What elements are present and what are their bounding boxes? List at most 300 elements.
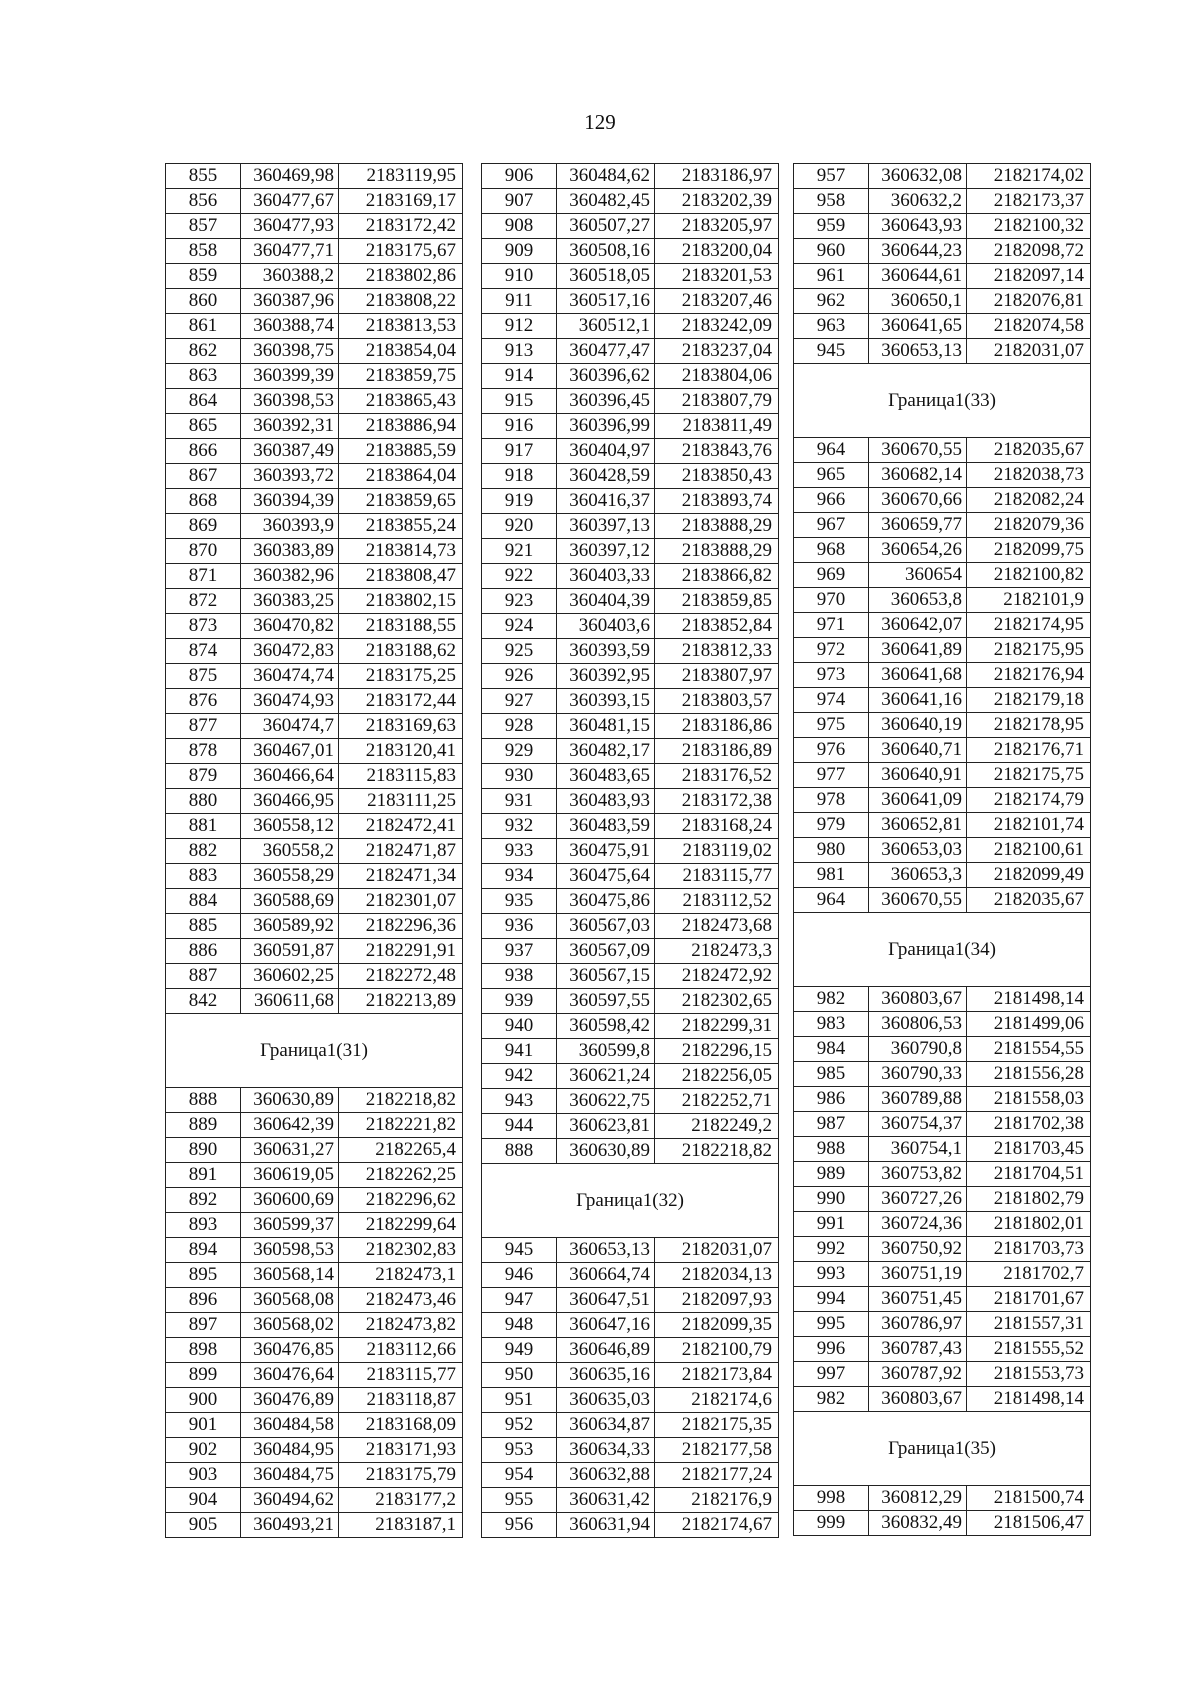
y-coordinate: 2183802,86 (339, 264, 463, 289)
y-coordinate: 2182038,73 (967, 463, 1091, 488)
table-row (482, 1039, 779, 1064)
point-number: 958 (794, 189, 869, 214)
y-coordinate: 2181802,79 (967, 1187, 1091, 1212)
point-number: 974 (794, 688, 869, 713)
x-coordinate: 360653,3 (869, 863, 967, 888)
point-number: 971 (794, 613, 869, 638)
x-coordinate: 360399,39 (241, 364, 339, 389)
y-coordinate: 2183864,04 (339, 464, 463, 489)
point-number: 918 (482, 464, 557, 489)
y-coordinate: 2182174,67 (655, 1513, 779, 1538)
y-coordinate: 2183865,43 (339, 389, 463, 414)
y-coordinate: 2181703,73 (967, 1237, 1091, 1262)
y-coordinate: 2182177,24 (655, 1463, 779, 1488)
point-number: 978 (794, 788, 869, 813)
x-coordinate: 360494,62 (241, 1488, 339, 1513)
point-number: 950 (482, 1363, 557, 1388)
y-coordinate: 2182473,68 (655, 914, 779, 939)
y-coordinate: 2182173,37 (967, 189, 1091, 214)
table-row (166, 564, 463, 589)
point-number: 892 (166, 1188, 241, 1213)
table-row (482, 414, 779, 439)
x-coordinate: 360568,02 (241, 1313, 339, 1338)
x-coordinate: 360644,23 (869, 239, 967, 264)
x-coordinate: 360611,68 (241, 989, 339, 1014)
point-number: 910 (482, 264, 557, 289)
table-row (482, 639, 779, 664)
table-row (166, 839, 463, 864)
table-row (166, 1188, 463, 1213)
point-number: 943 (482, 1089, 557, 1114)
x-coordinate: 360416,37 (557, 489, 655, 514)
point-number: 996 (794, 1337, 869, 1362)
x-coordinate: 360652,81 (869, 813, 967, 838)
x-coordinate: 360597,55 (557, 989, 655, 1014)
table-row (166, 964, 463, 989)
table-row (482, 989, 779, 1014)
y-coordinate: 2182177,58 (655, 1438, 779, 1463)
x-coordinate: 360724,36 (869, 1212, 967, 1237)
point-number: 947 (482, 1288, 557, 1313)
y-coordinate: 2183188,62 (339, 639, 463, 664)
x-coordinate: 360568,14 (241, 1263, 339, 1288)
y-coordinate: 2183859,75 (339, 364, 463, 389)
point-number: 925 (482, 639, 557, 664)
y-coordinate: 2182256,05 (655, 1064, 779, 1089)
table-row (482, 739, 779, 764)
point-number: 927 (482, 689, 557, 714)
point-number: 985 (794, 1062, 869, 1087)
y-coordinate: 2181498,14 (967, 987, 1091, 1012)
coordinates-column-1 (165, 163, 463, 1538)
point-number: 936 (482, 914, 557, 939)
point-number: 885 (166, 914, 241, 939)
point-number: 874 (166, 639, 241, 664)
y-coordinate: 2181702,38 (967, 1112, 1091, 1137)
point-number: 920 (482, 514, 557, 539)
y-coordinate: 2182035,67 (967, 438, 1091, 463)
table-row (794, 538, 1091, 563)
x-coordinate: 360483,59 (557, 814, 655, 839)
y-coordinate: 2183205,97 (655, 214, 779, 239)
point-number: 933 (482, 839, 557, 864)
point-number: 887 (166, 964, 241, 989)
x-coordinate: 360591,87 (241, 939, 339, 964)
x-coordinate: 360517,16 (557, 289, 655, 314)
point-number: 984 (794, 1037, 869, 1062)
table-row (794, 488, 1091, 513)
y-coordinate: 2183119,95 (339, 164, 463, 189)
point-number: 911 (482, 289, 557, 314)
table-row (794, 513, 1091, 538)
x-coordinate: 360751,45 (869, 1287, 967, 1312)
x-coordinate: 360599,37 (241, 1213, 339, 1238)
x-coordinate: 360470,82 (241, 614, 339, 639)
y-coordinate: 2182296,62 (339, 1188, 463, 1213)
table-row (794, 1087, 1091, 1112)
x-coordinate: 360558,12 (241, 814, 339, 839)
table-row (166, 464, 463, 489)
table-row (482, 1139, 779, 1164)
y-coordinate: 2183168,09 (339, 1413, 463, 1438)
point-number: 940 (482, 1014, 557, 1039)
y-coordinate: 2182471,87 (339, 839, 463, 864)
y-coordinate: 2181703,45 (967, 1137, 1091, 1162)
x-coordinate: 360428,59 (557, 464, 655, 489)
coordinates-table-1 (165, 163, 463, 1538)
x-coordinate: 360388,74 (241, 314, 339, 339)
table-row (166, 264, 463, 289)
table-row (482, 1463, 779, 1488)
y-coordinate: 2182174,6 (655, 1388, 779, 1413)
point-number: 875 (166, 664, 241, 689)
y-coordinate: 2182272,48 (339, 964, 463, 989)
x-coordinate: 360789,88 (869, 1087, 967, 1112)
point-number: 970 (794, 588, 869, 613)
y-coordinate: 2183888,29 (655, 539, 779, 564)
point-number: 908 (482, 214, 557, 239)
table-row (482, 1438, 779, 1463)
point-number: 979 (794, 813, 869, 838)
x-coordinate: 360653,8 (869, 588, 967, 613)
table-row (794, 863, 1091, 888)
y-coordinate: 2183814,73 (339, 539, 463, 564)
table-row (482, 1313, 779, 1338)
x-coordinate: 360630,89 (241, 1088, 339, 1113)
point-number: 968 (794, 538, 869, 563)
table-row (794, 613, 1091, 638)
point-number: 952 (482, 1413, 557, 1438)
table-row (794, 339, 1091, 364)
x-coordinate: 360654,26 (869, 538, 967, 563)
x-coordinate: 360477,47 (557, 339, 655, 364)
x-coordinate: 360482,45 (557, 189, 655, 214)
y-coordinate: 2181499,06 (967, 1012, 1091, 1037)
y-coordinate: 2182176,71 (967, 738, 1091, 763)
y-coordinate: 2183804,06 (655, 364, 779, 389)
x-coordinate: 360469,98 (241, 164, 339, 189)
table-row (482, 489, 779, 514)
table-row (166, 1113, 463, 1138)
y-coordinate: 2182471,34 (339, 864, 463, 889)
x-coordinate: 360398,75 (241, 339, 339, 364)
x-coordinate: 360803,67 (869, 987, 967, 1012)
x-coordinate: 360832,49 (869, 1511, 967, 1536)
y-coordinate: 2183852,84 (655, 614, 779, 639)
y-coordinate: 2183112,66 (339, 1338, 463, 1363)
point-number: 890 (166, 1138, 241, 1163)
point-number: 902 (166, 1438, 241, 1463)
y-coordinate: 2183186,86 (655, 714, 779, 739)
point-number: 922 (482, 564, 557, 589)
x-coordinate: 360621,24 (557, 1064, 655, 1089)
y-coordinate: 2182265,4 (339, 1138, 463, 1163)
x-coordinate: 360643,93 (869, 214, 967, 239)
point-number: 888 (482, 1139, 557, 1164)
point-number: 983 (794, 1012, 869, 1037)
point-number: 919 (482, 489, 557, 514)
point-number: 999 (794, 1511, 869, 1536)
table-row (482, 1488, 779, 1513)
x-coordinate: 360790,8 (869, 1037, 967, 1062)
x-coordinate: 360664,74 (557, 1263, 655, 1288)
point-number: 869 (166, 514, 241, 539)
y-coordinate: 2183112,52 (655, 889, 779, 914)
x-coordinate: 360568,08 (241, 1288, 339, 1313)
x-coordinate: 360589,92 (241, 914, 339, 939)
point-number: 880 (166, 789, 241, 814)
table-row (482, 239, 779, 264)
y-coordinate: 2182213,89 (339, 989, 463, 1014)
y-coordinate: 2182097,93 (655, 1288, 779, 1313)
table-row (482, 664, 779, 689)
table-row (166, 314, 463, 339)
x-coordinate: 360630,89 (557, 1139, 655, 1164)
table-row (166, 739, 463, 764)
point-number: 897 (166, 1313, 241, 1338)
x-coordinate: 360477,93 (241, 214, 339, 239)
point-number: 917 (482, 439, 557, 464)
y-coordinate: 2181498,14 (967, 1387, 1091, 1412)
y-coordinate: 2182074,58 (967, 314, 1091, 339)
point-number: 934 (482, 864, 557, 889)
table-row (794, 1287, 1091, 1312)
point-number: 954 (482, 1463, 557, 1488)
point-number: 884 (166, 889, 241, 914)
y-coordinate: 2182097,14 (967, 264, 1091, 289)
x-coordinate: 360754,37 (869, 1112, 967, 1137)
table-row (166, 1463, 463, 1488)
point-number: 962 (794, 289, 869, 314)
x-coordinate: 360484,62 (557, 164, 655, 189)
point-number: 842 (166, 989, 241, 1014)
table-row (482, 164, 779, 189)
x-coordinate: 360476,85 (241, 1338, 339, 1363)
y-coordinate: 2182299,64 (339, 1213, 463, 1238)
table-row (482, 1064, 779, 1089)
point-number: 966 (794, 488, 869, 513)
point-number: 988 (794, 1137, 869, 1162)
x-coordinate: 360392,95 (557, 664, 655, 689)
x-coordinate: 360806,53 (869, 1012, 967, 1037)
table-row (482, 1413, 779, 1438)
x-coordinate: 360393,59 (557, 639, 655, 664)
x-coordinate: 360653,13 (557, 1238, 655, 1263)
y-coordinate: 2182099,75 (967, 538, 1091, 563)
x-coordinate: 360640,19 (869, 713, 967, 738)
y-coordinate: 2183171,93 (339, 1438, 463, 1463)
boundary-header-row (166, 1014, 463, 1088)
x-coordinate: 360632,2 (869, 189, 967, 214)
table-row (794, 888, 1091, 913)
x-coordinate: 360588,69 (241, 889, 339, 914)
page-number: 129 (584, 110, 616, 134)
table-row (794, 289, 1091, 314)
y-coordinate: 2182175,35 (655, 1413, 779, 1438)
point-number: 870 (166, 539, 241, 564)
y-coordinate: 2183854,04 (339, 339, 463, 364)
point-number: 957 (794, 164, 869, 189)
point-number: 871 (166, 564, 241, 589)
y-coordinate: 2182175,95 (967, 638, 1091, 663)
table-row (166, 1313, 463, 1338)
y-coordinate: 2183115,77 (655, 864, 779, 889)
table-row (166, 764, 463, 789)
point-number: 893 (166, 1213, 241, 1238)
y-coordinate: 2183172,38 (655, 789, 779, 814)
point-number: 877 (166, 714, 241, 739)
x-coordinate: 360631,42 (557, 1488, 655, 1513)
x-coordinate: 360653,13 (869, 339, 967, 364)
table-row (166, 214, 463, 239)
y-coordinate: 2182176,94 (967, 663, 1091, 688)
point-number: 867 (166, 464, 241, 489)
y-coordinate: 2182100,82 (967, 563, 1091, 588)
x-coordinate: 360635,16 (557, 1363, 655, 1388)
table-row (482, 714, 779, 739)
x-coordinate: 360670,55 (869, 888, 967, 913)
table-row (794, 1012, 1091, 1037)
x-coordinate: 360484,75 (241, 1463, 339, 1488)
x-coordinate: 360803,67 (869, 1387, 967, 1412)
y-coordinate: 2181701,67 (967, 1287, 1091, 1312)
table-row (166, 814, 463, 839)
table-row (794, 1062, 1091, 1087)
y-coordinate: 2182301,07 (339, 889, 463, 914)
y-coordinate: 2183888,29 (655, 514, 779, 539)
y-coordinate: 2182099,35 (655, 1313, 779, 1338)
x-coordinate: 360644,61 (869, 264, 967, 289)
coordinates-table-3 (793, 163, 1091, 1536)
y-coordinate: 2182221,82 (339, 1113, 463, 1138)
point-number: 976 (794, 738, 869, 763)
y-coordinate: 2182291,91 (339, 939, 463, 964)
point-number: 953 (482, 1438, 557, 1463)
y-coordinate: 2183866,82 (655, 564, 779, 589)
y-coordinate: 2182100,61 (967, 838, 1091, 863)
table-row (166, 514, 463, 539)
table-row (482, 1014, 779, 1039)
y-coordinate: 2181554,55 (967, 1037, 1091, 1062)
point-number: 982 (794, 987, 869, 1012)
table-row (166, 589, 463, 614)
table-row (794, 563, 1091, 588)
y-coordinate: 2183855,24 (339, 514, 463, 539)
table-row (166, 714, 463, 739)
y-coordinate: 2182101,74 (967, 813, 1091, 838)
boundary-header: Граница1(31) (166, 1014, 463, 1088)
x-coordinate: 360474,74 (241, 664, 339, 689)
x-coordinate: 360558,29 (241, 864, 339, 889)
point-number: 876 (166, 689, 241, 714)
table-row (166, 439, 463, 464)
y-coordinate: 2182079,36 (967, 513, 1091, 538)
point-number: 858 (166, 239, 241, 264)
table-row (482, 939, 779, 964)
point-number: 879 (166, 764, 241, 789)
x-coordinate: 360393,72 (241, 464, 339, 489)
x-coordinate: 360466,95 (241, 789, 339, 814)
point-number: 993 (794, 1262, 869, 1287)
point-number: 891 (166, 1163, 241, 1188)
x-coordinate: 360397,13 (557, 514, 655, 539)
table-row (482, 189, 779, 214)
table-row (482, 539, 779, 564)
table-row (482, 339, 779, 364)
y-coordinate: 2183188,55 (339, 614, 463, 639)
point-number: 903 (166, 1463, 241, 1488)
y-coordinate: 2183187,1 (339, 1513, 463, 1538)
x-coordinate: 360635,03 (557, 1388, 655, 1413)
table-row (482, 589, 779, 614)
table-row (794, 1237, 1091, 1262)
x-coordinate: 360632,08 (869, 164, 967, 189)
point-number: 967 (794, 513, 869, 538)
point-number: 945 (794, 339, 869, 364)
table-row (166, 1388, 463, 1413)
x-coordinate: 360786,97 (869, 1312, 967, 1337)
point-number: 931 (482, 789, 557, 814)
table-row (166, 339, 463, 364)
table-row (794, 1137, 1091, 1162)
point-number: 883 (166, 864, 241, 889)
y-coordinate: 2182174,02 (967, 164, 1091, 189)
table-row (794, 438, 1091, 463)
table-row (166, 939, 463, 964)
x-coordinate: 360507,27 (557, 214, 655, 239)
y-coordinate: 2182100,32 (967, 214, 1091, 239)
point-number: 904 (166, 1488, 241, 1513)
y-coordinate: 2181555,52 (967, 1337, 1091, 1362)
point-number: 998 (794, 1486, 869, 1511)
table-row (482, 1513, 779, 1538)
table-row (166, 1413, 463, 1438)
y-coordinate: 2182100,79 (655, 1338, 779, 1363)
point-number: 872 (166, 589, 241, 614)
table-row (482, 214, 779, 239)
x-coordinate: 360474,7 (241, 714, 339, 739)
x-coordinate: 360599,8 (557, 1039, 655, 1064)
x-coordinate: 360641,89 (869, 638, 967, 663)
x-coordinate: 360641,65 (869, 314, 967, 339)
boundary-header-row (794, 364, 1091, 438)
y-coordinate: 2183169,17 (339, 189, 463, 214)
x-coordinate: 360398,53 (241, 389, 339, 414)
point-number: 929 (482, 739, 557, 764)
y-coordinate: 2182473,3 (655, 939, 779, 964)
table-row (794, 1337, 1091, 1362)
y-coordinate: 2183802,15 (339, 589, 463, 614)
y-coordinate: 2182175,75 (967, 763, 1091, 788)
table-row (794, 1312, 1091, 1337)
point-number: 886 (166, 939, 241, 964)
x-coordinate: 360647,51 (557, 1288, 655, 1313)
x-coordinate: 360475,86 (557, 889, 655, 914)
table-row (482, 839, 779, 864)
table-row (166, 364, 463, 389)
table-row (166, 189, 463, 214)
table-row (794, 1486, 1091, 1511)
table-row (166, 164, 463, 189)
y-coordinate: 2183237,04 (655, 339, 779, 364)
y-coordinate: 2182262,25 (339, 1163, 463, 1188)
y-coordinate: 2181702,7 (967, 1262, 1091, 1287)
x-coordinate: 360631,27 (241, 1138, 339, 1163)
x-coordinate: 360641,16 (869, 688, 967, 713)
point-number: 964 (794, 888, 869, 913)
x-coordinate: 360653,03 (869, 838, 967, 863)
table-row (482, 1338, 779, 1363)
